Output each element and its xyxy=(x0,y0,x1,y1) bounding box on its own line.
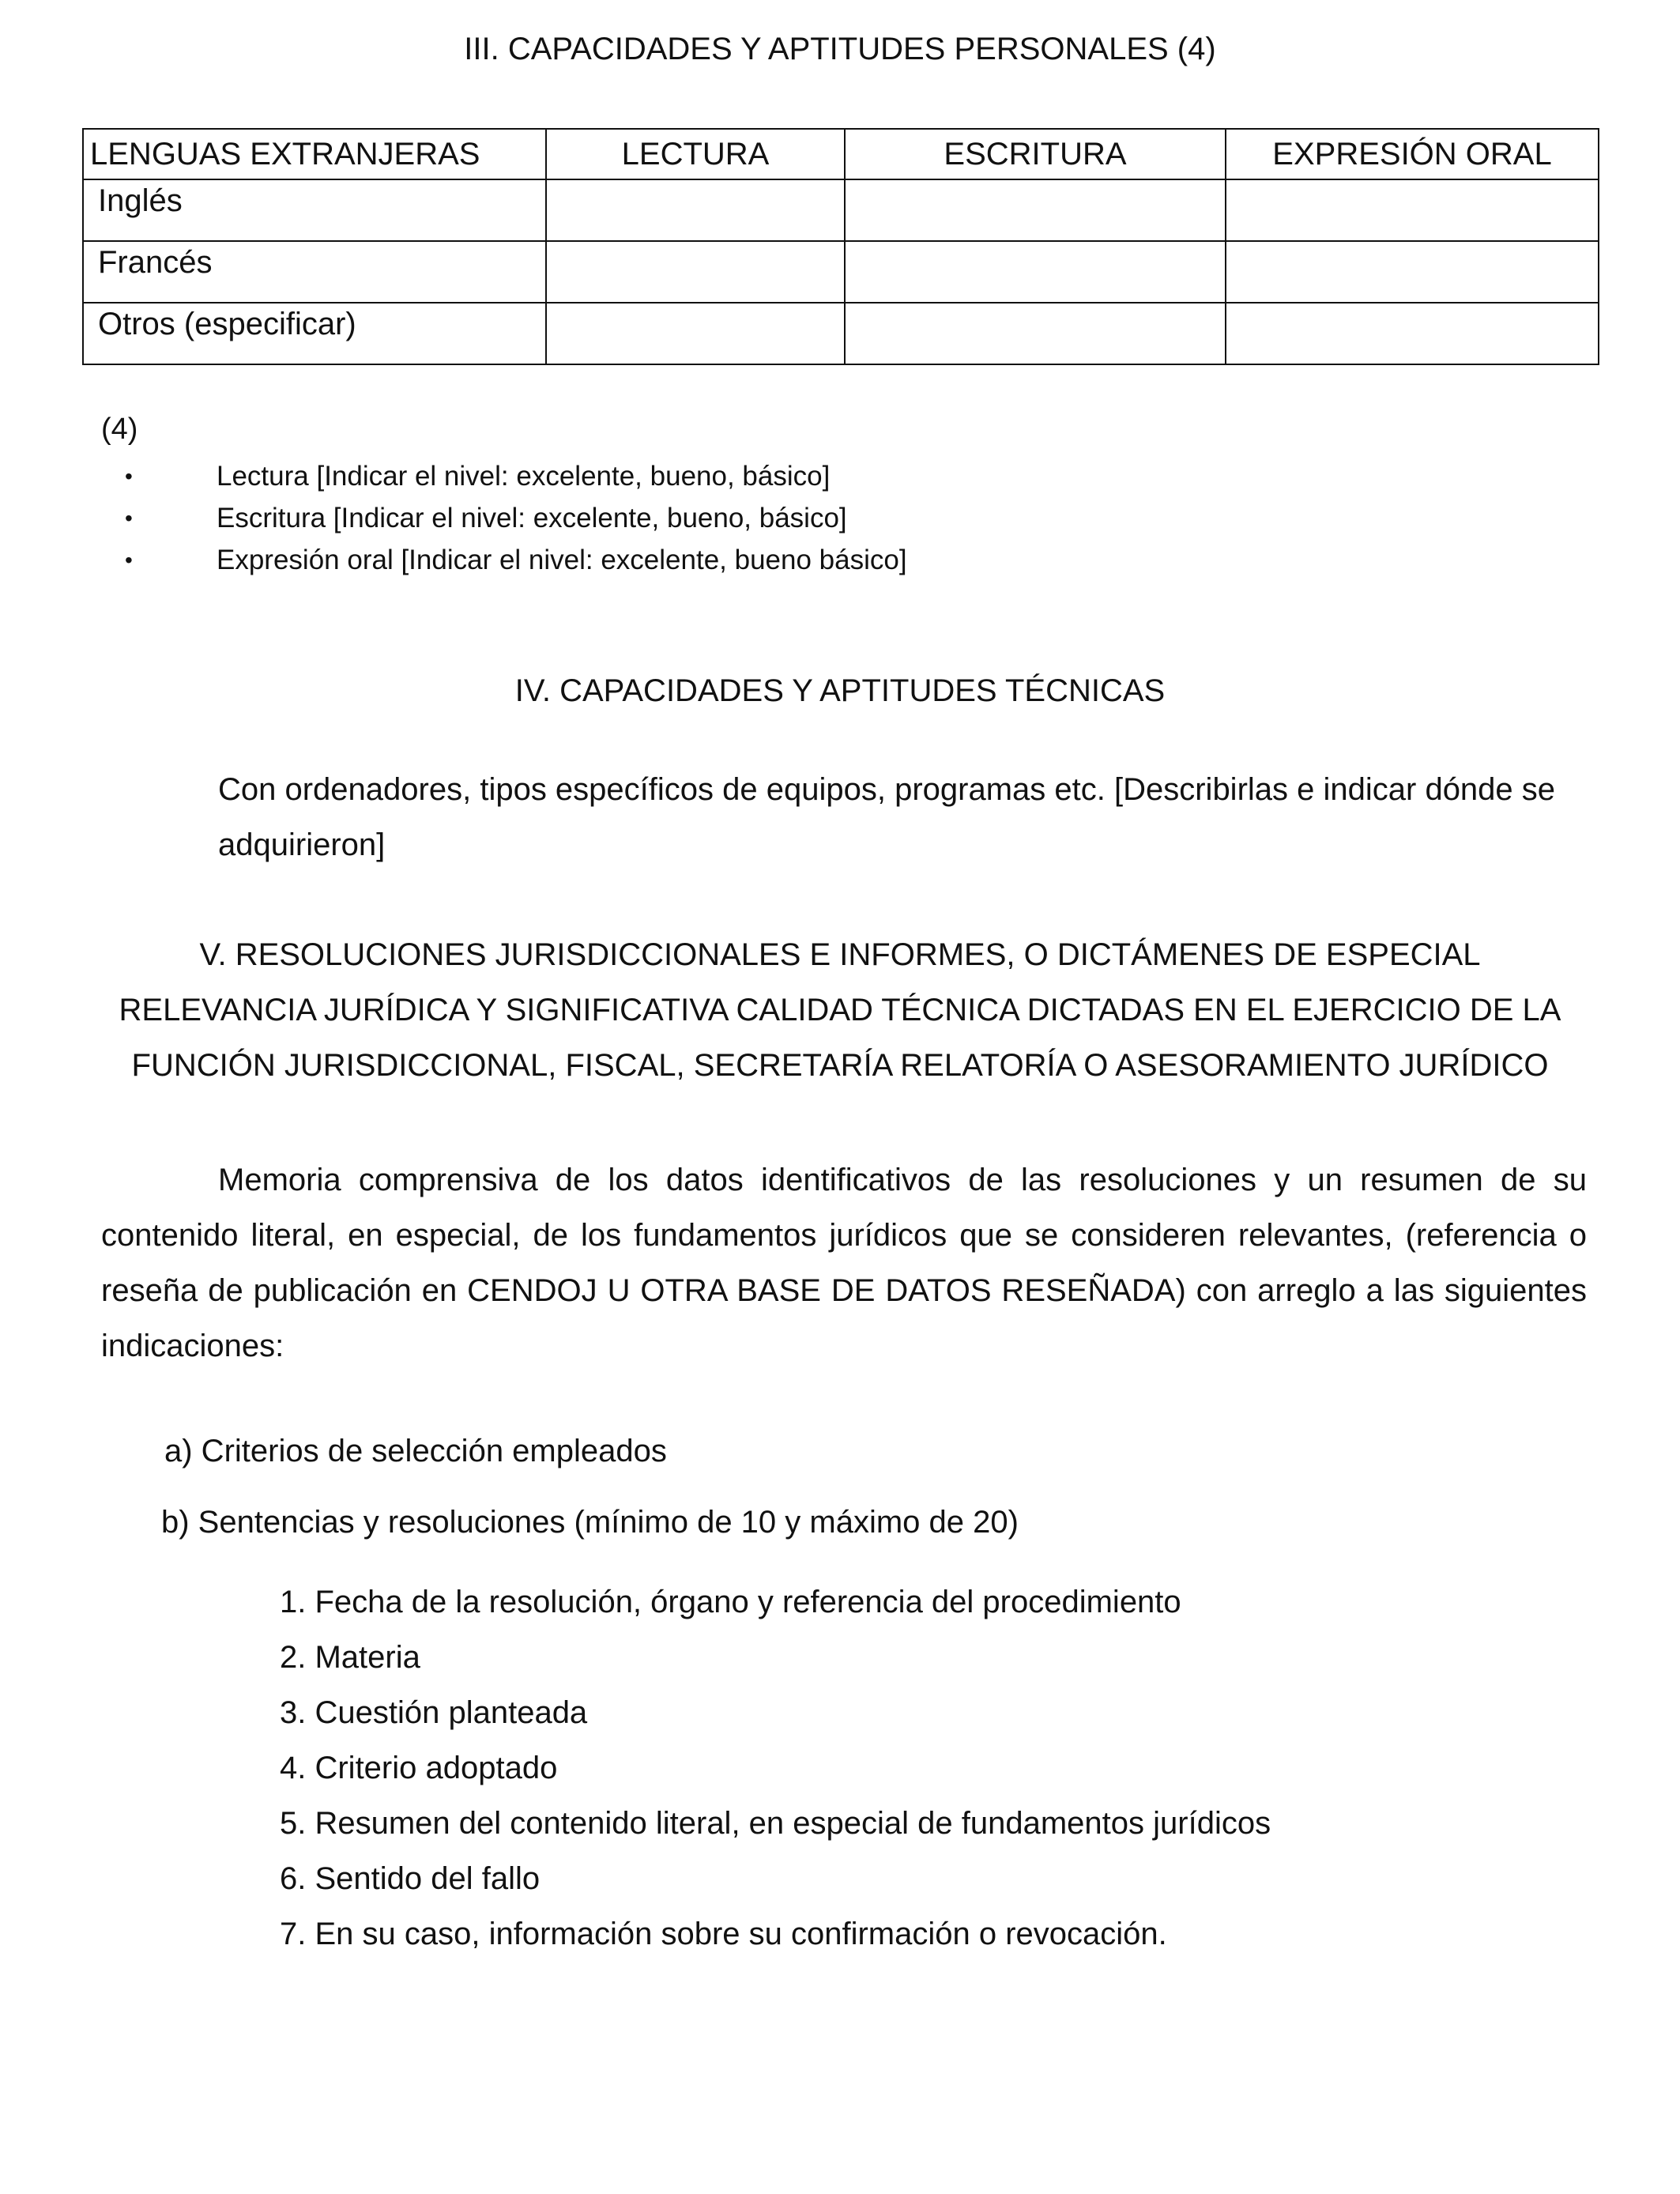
procedure-steps-list xyxy=(280,1574,1271,1962)
header-lenguas: LENGUAS EXTRANJERAS xyxy=(83,129,546,179)
list-item: 3. Cuestión planteada xyxy=(280,1695,588,1730)
list-item: 6. Sentido del fallo xyxy=(280,1861,541,1896)
lectura-cell[interactable] xyxy=(546,303,845,364)
header-escritura: ESCRITURA xyxy=(845,129,1226,179)
lectura-cell[interactable] xyxy=(546,241,845,303)
expresion-oral-cell[interactable] xyxy=(1226,241,1599,303)
languages-table xyxy=(82,128,1599,365)
list-item xyxy=(119,497,907,539)
list-item: 5. Resumen del contenido literal, en especial de fundamentos jurídicos xyxy=(280,1806,1271,1841)
section-5-heading-line-2: RELEVANCIA JURÍDICA Y SIGNIFICATIVA CALIDAD TÉCNICA DICTADAS EN EL EJERCICIO DE LA xyxy=(119,993,1561,1027)
expresion-oral-cell[interactable] xyxy=(1226,179,1599,241)
note-text: Expresión oral [Indicar el nivel: excelente, bueno básico] xyxy=(217,545,907,575)
table-row xyxy=(83,179,1599,241)
section-5-heading-line-3: FUNCIÓN JURISDICCIONAL, FISCAL, SECRETARÍA RELATORÍA O ASESORAMIENTO JURÍDICO xyxy=(131,1048,1549,1083)
escritura-cell[interactable] xyxy=(845,179,1226,241)
language-name: Francés xyxy=(83,241,546,303)
item-b: b) Sentencias y resoluciones (mínimo de 10 y máximo de 20) xyxy=(161,1505,1019,1540)
list-item: 2. Materia xyxy=(280,1640,420,1675)
table-row xyxy=(83,241,1599,303)
list-item: 7. En su caso, información sobre su confirmación o revocación. xyxy=(280,1917,1167,1951)
note-text: Escritura [Indicar el nivel: excelente, bueno, básico] xyxy=(217,503,847,533)
list-item: 1. Fecha de la resolución, órgano y referencia del procedimiento xyxy=(280,1585,1181,1619)
language-name: Inglés xyxy=(83,179,546,241)
section-4-text: Con ordenadores, tipos específicos de equipos, programas etc. [Describirlas e indicar dónde se adquirieron] xyxy=(218,772,1556,862)
header-expresion-oral: EXPRESIÓN ORAL xyxy=(1226,129,1599,179)
memoria-paragraph: Memoria comprensiva de los datos identificativos de las resoluciones y un resumen de su contenido literal, en especial, de los fundamentos jurídicos que se consideren relevantes, (referencia o reseña de publicación en CENDOJ U OTRA BASE DE DATOS RESEÑADA) con arreglo a las siguientes indicaciones: xyxy=(101,1163,1587,1363)
item-a: a) Criterios de selección empleados xyxy=(164,1434,667,1468)
list-item xyxy=(119,539,907,581)
language-name: Otros (especificar) xyxy=(83,303,546,364)
lectura-cell[interactable] xyxy=(546,179,845,241)
table-header-row xyxy=(83,129,1599,179)
list-item: 4. Criterio adoptado xyxy=(280,1751,558,1785)
list-item xyxy=(119,455,907,497)
bullet-icon: • xyxy=(125,506,133,530)
bullet-icon: • xyxy=(125,464,133,488)
expresion-oral-cell[interactable] xyxy=(1226,303,1599,364)
section-4-heading: IV. CAPACIDADES Y APTITUDES TÉCNICAS xyxy=(514,673,1166,708)
escritura-cell[interactable] xyxy=(845,303,1226,364)
header-lectura: LECTURA xyxy=(546,129,845,179)
section-5-heading-line-1: V. RESOLUCIONES JURISDICCIONALES E INFORMES, O DICTÁMENES DE ESPECIAL xyxy=(199,937,1481,972)
table-row xyxy=(83,303,1599,364)
section-3-heading: III. CAPACIDADES Y APTITUDES PERSONALES (4) xyxy=(464,32,1216,66)
footnote-mark: (4) xyxy=(101,413,138,446)
escritura-cell[interactable] xyxy=(845,241,1226,303)
footnote-list xyxy=(119,455,907,581)
note-text: Lectura [Indicar el nivel: excelente, bueno, básico] xyxy=(217,461,831,492)
bullet-icon: • xyxy=(125,548,133,572)
